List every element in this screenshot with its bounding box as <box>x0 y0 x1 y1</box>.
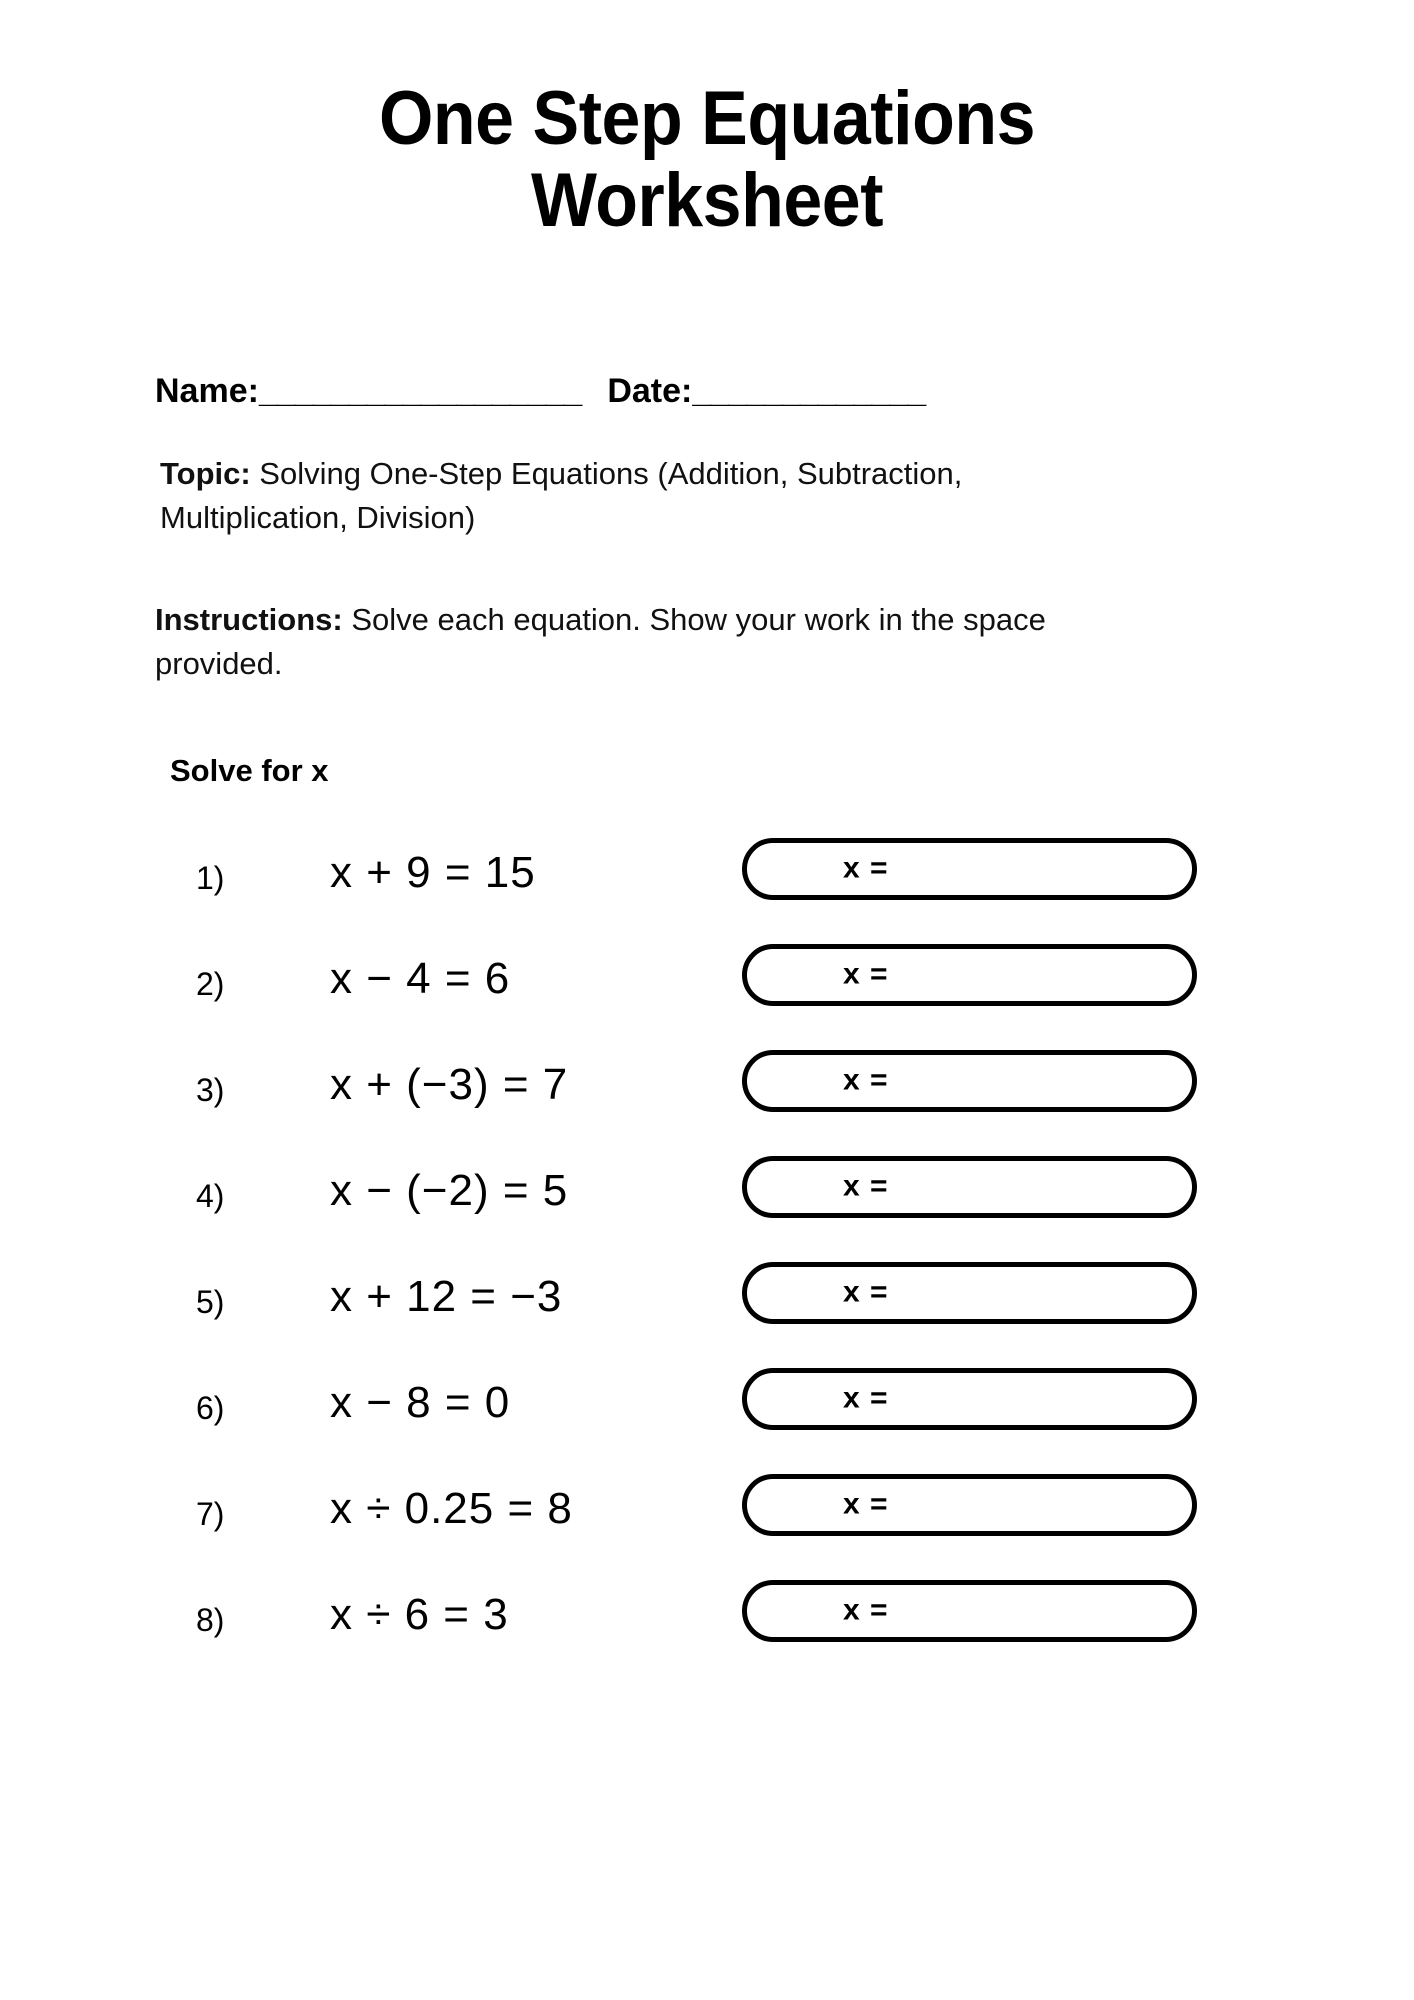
problem-number: 5) <box>196 1284 225 1320</box>
topic-text: Solving One-Step Equations (Addition, Subtraction, Multiplication, Division) <box>160 456 963 536</box>
problem-row <box>0 944 1414 1050</box>
section-heading-solve-for-x: Solve for x <box>170 753 329 788</box>
instructions-paragraph <box>155 598 1115 686</box>
topic-label: Topic: <box>160 456 251 491</box>
title-line-2: Worksheet <box>530 158 884 244</box>
problem-equation: x + (−3) = 7 <box>330 1060 569 1109</box>
answer-prefix-label: x = <box>843 1487 889 1521</box>
problem-row <box>0 1580 1414 1686</box>
problem-equation: x − (−2) = 5 <box>330 1166 569 1215</box>
problem-row <box>0 1368 1414 1474</box>
problem-list <box>0 838 1414 1686</box>
answer-prefix-label: x = <box>843 1169 889 1203</box>
answer-input-pill[interactable] <box>742 1580 1197 1642</box>
answer-input-pill[interactable] <box>742 944 1197 1006</box>
answer-input-pill[interactable] <box>742 1474 1197 1536</box>
answer-input-pill[interactable] <box>742 1368 1197 1430</box>
problem-number: 4) <box>196 1178 225 1214</box>
title-line-1: One Step Equations <box>378 76 1036 161</box>
topic-paragraph <box>160 452 1120 540</box>
answer-input-pill[interactable] <box>742 1050 1197 1112</box>
problem-row <box>0 1156 1414 1262</box>
answer-prefix-label: x = <box>843 1381 889 1415</box>
problem-equation: x − 4 = 6 <box>330 954 511 1003</box>
name-label: Name: <box>155 372 259 410</box>
instructions-label: Instructions: <box>155 602 343 637</box>
problem-equation: x − 8 = 0 <box>330 1378 511 1427</box>
answer-prefix-label: x = <box>843 851 889 885</box>
problem-equation: x ÷ 6 = 3 <box>330 1590 509 1639</box>
answer-prefix-label: x = <box>843 957 889 991</box>
answer-input-pill[interactable] <box>742 838 1197 900</box>
answer-prefix-label: x = <box>843 1593 889 1627</box>
problem-equation: x + 12 = −3 <box>330 1272 563 1321</box>
date-label: Date: <box>607 372 693 410</box>
answer-prefix-label: x = <box>843 1063 889 1097</box>
answer-input-pill[interactable] <box>742 1156 1197 1218</box>
problem-row <box>0 838 1414 944</box>
instructions-text: Solve each equation. Show your work in the space provided. <box>155 602 1046 682</box>
answer-input-pill[interactable] <box>742 1262 1197 1324</box>
problem-row <box>0 1050 1414 1156</box>
problem-number: 6) <box>196 1390 225 1426</box>
date-input-rule[interactable]: _____________ <box>692 372 926 410</box>
name-field[interactable] <box>155 372 581 411</box>
date-field[interactable] <box>607 372 925 411</box>
problem-number: 1) <box>196 860 225 896</box>
problem-row <box>0 1474 1414 1580</box>
problem-number: 2) <box>196 966 225 1002</box>
problem-equation: x + 9 = 15 <box>330 848 536 897</box>
problem-equation: x ÷ 0.25 = 8 <box>330 1484 573 1533</box>
problem-number: 3) <box>196 1072 225 1108</box>
problem-row <box>0 1262 1414 1368</box>
problem-number: 8) <box>196 1602 225 1638</box>
worksheet-title <box>140 78 1274 242</box>
problem-number: 7) <box>196 1496 225 1532</box>
answer-prefix-label: x = <box>843 1275 889 1309</box>
name-date-row <box>155 372 1265 411</box>
name-input-rule[interactable]: __________________ <box>258 372 582 410</box>
